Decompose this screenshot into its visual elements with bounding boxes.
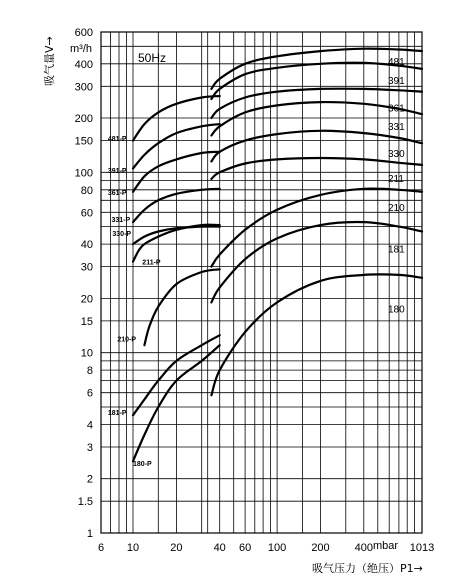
y-tick-label: 1 [86, 528, 93, 540]
curve-label-210: 210 [388, 203, 405, 214]
y-tick-label: 60 [80, 207, 93, 220]
y-tick-label: 300 [74, 81, 93, 94]
x-tick-label: 1013 [409, 542, 435, 554]
y-tick-label: 200 [74, 113, 93, 125]
y-tick-label: 400 [74, 58, 93, 71]
curve-label-481: 481 [388, 57, 405, 69]
curve-label-330: 330 [388, 149, 405, 161]
curve-210-P [144, 269, 219, 345]
x-tick-label: 40 [213, 542, 226, 554]
frequency-label: 50Hz [138, 51, 167, 65]
curve-label-330-P: 330-P [112, 231, 132, 239]
y-tick-label: 20 [80, 293, 93, 306]
x-tick-label: 400 [354, 542, 373, 554]
curve-label-211-P: 211-P [142, 259, 161, 267]
y-unit-label: m³/h [70, 43, 92, 55]
curve-label-180-P: 180-P [133, 460, 152, 468]
x-axis-title: 吸气压力（绝压）P1→ [312, 562, 423, 575]
curve-label-391: 391 [388, 75, 405, 87]
x-unit-label: mbar [373, 540, 399, 552]
x-tick-label: 200 [311, 542, 330, 554]
curve-181 [211, 222, 422, 302]
x-tick-label: 10 [126, 542, 140, 554]
curve-label-210-P: 210-P [117, 336, 137, 344]
curve-label-361: 361 [388, 103, 405, 115]
y-tick-label: 2 [86, 473, 93, 486]
y-tick-label: 40 [80, 239, 93, 252]
curve-label-361-P: 361-P [107, 189, 127, 197]
curve-label-181-P: 181-P [107, 409, 127, 417]
curve-label-331-P: 331-P [111, 217, 131, 225]
curve-labels [108, 57, 405, 468]
y-tick-label: 150 [74, 135, 93, 148]
y-tick-labels [75, 27, 93, 540]
curve-label-481-P: 481-P [107, 136, 127, 143]
curve-label-331: 331 [388, 122, 405, 134]
x-tick-label: 20 [170, 542, 183, 554]
y-tick-label: 6 [86, 387, 93, 400]
y-axis-title: 吸气量V→ [43, 36, 56, 86]
x-tick-label: 60 [238, 542, 252, 554]
y-tick-label: 1.5 [77, 496, 93, 509]
curve-label-180: 180 [388, 304, 405, 316]
y-tick-label: 3 [86, 442, 93, 454]
y-tick-label: 30 [80, 261, 93, 274]
curve-label-181: 181 [388, 244, 405, 256]
y-tick-label: 8 [86, 365, 93, 378]
x-tick-label: 100 [267, 542, 287, 554]
y-tick-label: 4 [86, 419, 93, 432]
y-tick-label: 600 [74, 27, 93, 39]
y-tick-label: 100 [74, 167, 93, 180]
curve-180 [211, 274, 422, 395]
x-tick-label: 6 [97, 542, 105, 554]
y-tick-label: 80 [80, 184, 93, 197]
curve-label-211: 211 [388, 173, 404, 185]
y-tick-label: 10 [80, 347, 93, 360]
y-tick-label: 15 [80, 315, 93, 328]
curve-label-391-P: 391-P [107, 168, 127, 175]
